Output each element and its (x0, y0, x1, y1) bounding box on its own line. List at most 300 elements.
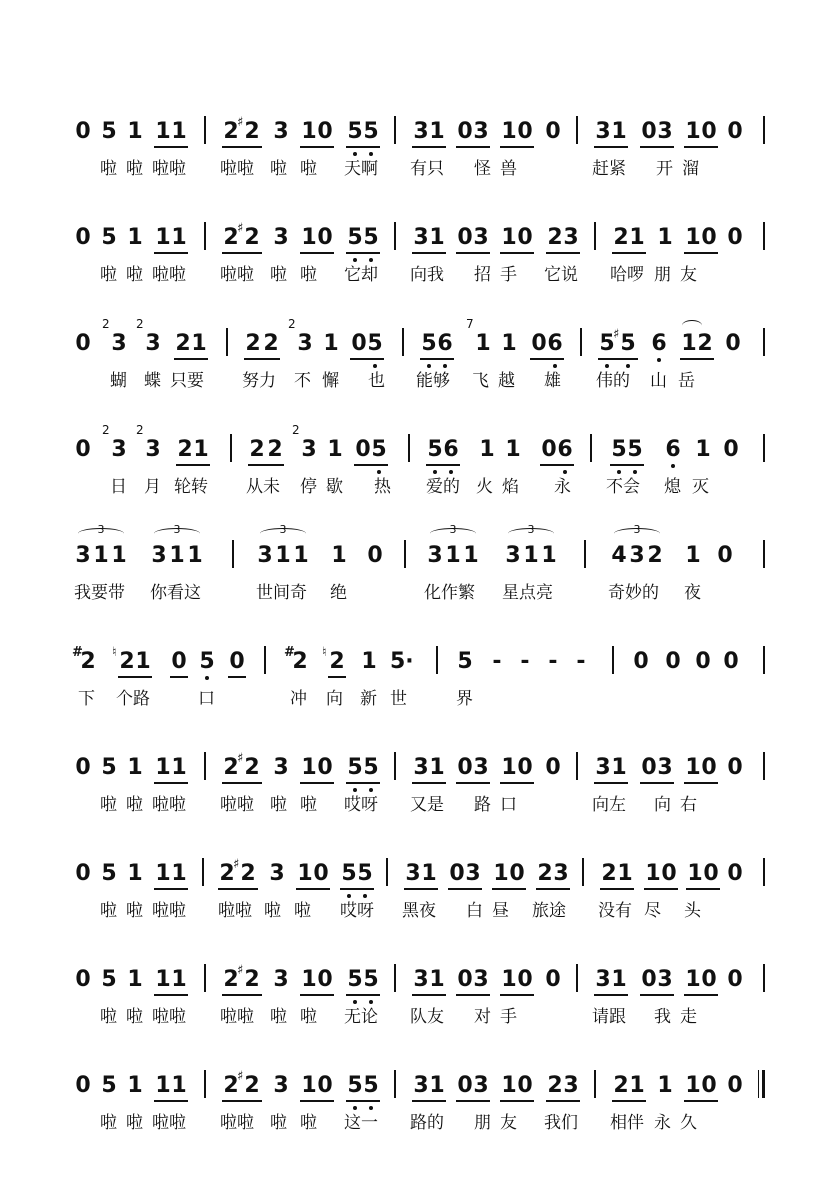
note: 5 (357, 861, 373, 886)
barline (594, 1070, 596, 1098)
note: 0 (367, 543, 383, 568)
note: 1 (429, 755, 445, 780)
lyric: 兽 (500, 159, 517, 179)
underline (154, 252, 188, 254)
lyric: 永 (654, 1113, 671, 1133)
lyric: 黑夜 (402, 901, 436, 921)
underline (346, 1100, 380, 1102)
underline (154, 994, 188, 996)
lyric: 冲 (290, 689, 307, 709)
note: 1 (429, 119, 445, 144)
notes-line (0, 858, 840, 894)
lyric: 啦啦 (152, 159, 186, 179)
underline (154, 1100, 188, 1102)
note: - (548, 649, 558, 674)
note: 1 (617, 861, 633, 886)
note: 3 (595, 119, 611, 144)
notes-line (0, 317, 840, 364)
note: 0 (531, 331, 547, 356)
note: 1 (327, 437, 343, 462)
underline (244, 358, 280, 360)
underline (300, 252, 334, 254)
lyric: 啦 (264, 901, 281, 921)
note: 2 (547, 1073, 563, 1098)
lyric: 哈啰 (610, 265, 644, 285)
lyric: 永 (554, 477, 571, 497)
underline (300, 994, 334, 996)
lyric: 啦 (270, 1007, 287, 1027)
underline (644, 888, 678, 890)
underline (456, 252, 490, 254)
note: 3 (297, 331, 313, 356)
lyric: 熄 (664, 477, 681, 497)
lyric: 请跟 (592, 1007, 626, 1027)
note: 0 (701, 967, 717, 992)
note: 3 (657, 755, 673, 780)
note: 1 (685, 967, 701, 992)
lyric: 啦 (100, 901, 117, 921)
underline (346, 782, 380, 784)
lyrics-line (0, 688, 840, 712)
barline (204, 1070, 206, 1098)
note: 0 (701, 755, 717, 780)
lyric: 对 (474, 1007, 491, 1027)
note: 3 (595, 755, 611, 780)
note: 0 (545, 119, 561, 144)
note: 1 (301, 225, 317, 250)
lyric: 哎呀 (344, 795, 378, 815)
barline (763, 646, 765, 674)
note: 5 (599, 331, 615, 356)
note: 1 (155, 1073, 171, 1098)
underline (680, 358, 714, 360)
note: - (576, 649, 586, 674)
note: 3 (273, 225, 289, 250)
underline (340, 888, 374, 890)
triplet-mark: 3 (633, 523, 641, 536)
lyrics-line (0, 264, 840, 288)
note: 0 (75, 225, 91, 250)
note: 0 (545, 967, 561, 992)
underline (456, 782, 490, 784)
barline (763, 116, 765, 144)
underline (346, 994, 380, 996)
note: 3 (273, 119, 289, 144)
note: 0 (313, 861, 329, 886)
low-dot (353, 1106, 357, 1110)
staff-row-1 (0, 116, 840, 206)
note: 2 (223, 225, 239, 250)
note: 0 (703, 861, 719, 886)
note: 1 (127, 861, 143, 886)
note: 2 (613, 225, 629, 250)
low-dot (369, 152, 373, 156)
staff-row-5 (0, 523, 840, 630)
sharp-icon: ♯ (237, 115, 244, 130)
note: 1 (611, 755, 627, 780)
grace-note: 2 (102, 317, 110, 331)
underline (500, 994, 534, 996)
underline (500, 146, 534, 148)
lyric: 啦啦 (220, 265, 254, 285)
underline (354, 464, 388, 466)
note: 1 (171, 225, 187, 250)
final-barline-thin (758, 1070, 759, 1098)
underline (686, 888, 720, 890)
lyric: 奇妙的 (608, 583, 659, 603)
note: 2 (647, 543, 663, 568)
note: 1 (429, 967, 445, 992)
lyric: 友 (680, 265, 697, 285)
barline (394, 116, 396, 144)
note: 5 (367, 331, 383, 356)
note: 1 (171, 861, 187, 886)
note: 2 (245, 331, 261, 356)
notes-line (0, 222, 840, 258)
staff-row-2 (0, 222, 840, 312)
note: 3 (427, 543, 443, 568)
lyric: 啦 (126, 159, 143, 179)
underline (328, 676, 346, 678)
lyric: 旅途 (532, 901, 566, 921)
low-dot (353, 1000, 357, 1004)
note: 0 (725, 331, 741, 356)
sharp-icon: # (72, 645, 83, 660)
note: 1 (93, 543, 109, 568)
lyric: 我们 (544, 1113, 578, 1133)
note: 0 (317, 755, 333, 780)
note: 3 (75, 543, 91, 568)
note: 1 (293, 543, 309, 568)
lyric: 啦 (126, 1007, 143, 1027)
note: 1 (645, 861, 661, 886)
lyric: 有只 (410, 159, 444, 179)
sharp-icon: ♯ (233, 857, 240, 872)
note: 0 (641, 755, 657, 780)
note: 2 (329, 649, 345, 674)
grace-note: 2 (136, 317, 144, 331)
lyric: 向左 (592, 795, 626, 815)
note: 1 (155, 967, 171, 992)
lyric: 啦 (100, 159, 117, 179)
note: 0 (541, 437, 557, 462)
note: 5 (371, 437, 387, 462)
underline (154, 782, 188, 784)
underline (412, 146, 446, 148)
low-dot (353, 788, 357, 792)
note: 1 (685, 1073, 701, 1098)
lyric: 我 (654, 1007, 671, 1027)
note: 0 (229, 649, 245, 674)
underline (300, 782, 334, 784)
lyric: 向 (654, 795, 671, 815)
note: 0 (517, 967, 533, 992)
barline (386, 858, 388, 886)
note: - (520, 649, 530, 674)
barline (594, 222, 596, 250)
underline (610, 464, 644, 466)
note: 3 (273, 1073, 289, 1098)
note: 3 (145, 331, 161, 356)
low-dot (671, 464, 675, 468)
barline (202, 858, 204, 886)
note: 5 (347, 967, 363, 992)
note: 0 (509, 861, 525, 886)
barline (394, 964, 396, 992)
note: 3 (413, 967, 429, 992)
note: 6 (547, 331, 563, 356)
note: 1 (611, 119, 627, 144)
lyric: 星点亮 (502, 583, 553, 603)
note: 1 (541, 543, 557, 568)
final-barline-thick (762, 1070, 765, 1098)
underline (426, 464, 460, 466)
lyric: 停 (300, 477, 317, 497)
note: 1 (501, 225, 517, 250)
lyric: 啦啦 (218, 901, 252, 921)
lyric: 相伴 (610, 1113, 644, 1133)
note: 1 (127, 225, 143, 250)
note: 0 (641, 967, 657, 992)
lyric: 歇 (326, 477, 343, 497)
note: 1 (275, 543, 291, 568)
note: 1 (685, 119, 701, 144)
underline (612, 252, 646, 254)
lyric: 啦啦 (220, 1007, 254, 1027)
notes-line (0, 646, 840, 682)
note: 1 (301, 755, 317, 780)
note: 0 (727, 225, 743, 250)
note: 5 (347, 119, 363, 144)
notes-line (0, 964, 840, 1000)
barline (204, 964, 206, 992)
note: 1 (505, 437, 521, 462)
note: 0 (449, 861, 465, 886)
barline (394, 1070, 396, 1098)
note: 2 (219, 861, 235, 886)
note: 1 (685, 225, 701, 250)
underline (176, 464, 210, 466)
underline (118, 676, 152, 678)
note: 2 (244, 967, 260, 992)
lyric: 岳 (678, 371, 695, 391)
lyric: 啦 (126, 265, 143, 285)
underline (530, 358, 564, 360)
barline (230, 434, 232, 462)
note: 0 (75, 861, 91, 886)
barline (584, 540, 586, 568)
lyric: 怪 (474, 159, 491, 179)
underline (412, 252, 446, 254)
lyric: 啦 (300, 265, 317, 285)
low-dot (205, 676, 209, 680)
note: 3 (145, 437, 161, 462)
underline (456, 146, 490, 148)
note: 5 (347, 1073, 363, 1098)
note: 5· (390, 649, 414, 674)
note: 0 (717, 543, 733, 568)
note: 5 (363, 967, 379, 992)
note: 0 (633, 649, 649, 674)
triplet-mark: 3 (173, 523, 181, 536)
note: 3 (563, 225, 579, 250)
barline (402, 328, 404, 356)
lyric: 新 (360, 689, 377, 709)
grace-note: 2 (102, 423, 110, 437)
note: 3 (273, 755, 289, 780)
lyric: 啦 (300, 1007, 317, 1027)
lyric: 啦 (300, 795, 317, 815)
low-dot (377, 470, 381, 474)
note: 1 (657, 1073, 673, 1098)
note: 1 (301, 1073, 317, 1098)
barline (763, 328, 765, 356)
lyric: 飞 (472, 371, 489, 391)
underline (640, 782, 674, 784)
barline (612, 646, 614, 674)
lyric: 队友 (410, 1007, 444, 1027)
note: 0 (723, 649, 739, 674)
lyrics-line (0, 476, 840, 500)
sharp-icon: ♯ (237, 963, 244, 978)
low-dot (443, 364, 447, 368)
note: 0 (727, 755, 743, 780)
lyric: 它说 (544, 265, 578, 285)
note: 2 (292, 649, 308, 674)
note: 2 (244, 1073, 260, 1098)
staff-row-9 (0, 964, 840, 1054)
low-dot (657, 358, 661, 362)
barline (264, 646, 266, 674)
lyric: 啦 (100, 1007, 117, 1027)
note: 1 (361, 649, 377, 674)
barline (763, 752, 765, 780)
grace-note: 7 (466, 317, 474, 331)
lyric: 啦 (270, 265, 287, 285)
lyric: 啦啦 (152, 1007, 186, 1027)
lyric: 向 (326, 689, 343, 709)
lyric: 啦 (294, 901, 311, 921)
note: 0 (641, 119, 657, 144)
lyrics-line (0, 582, 840, 606)
low-dot (363, 894, 367, 898)
lyric: 口 (500, 795, 517, 815)
note: 1 (687, 861, 703, 886)
low-dot (369, 1106, 373, 1110)
note: 6 (443, 437, 459, 462)
underline (222, 1100, 262, 1102)
note: 1 (127, 119, 143, 144)
barline (408, 434, 410, 462)
lyric: 走 (680, 1007, 697, 1027)
staff-row-8 (0, 858, 840, 948)
note: 5 (347, 755, 363, 780)
note: - (492, 649, 502, 674)
underline (228, 676, 246, 678)
note: 0 (317, 225, 333, 250)
lyric: 路 (474, 795, 491, 815)
underline (500, 1100, 534, 1102)
lyric: 手 (500, 265, 517, 285)
note: 0 (75, 967, 91, 992)
barline (763, 434, 765, 462)
note: 2 (613, 1073, 629, 1098)
note: 5 (101, 967, 117, 992)
note: 0 (727, 1073, 743, 1098)
lyric: 火 (476, 477, 493, 497)
note: 2 (223, 1073, 239, 1098)
lyric: 轮转 (174, 477, 208, 497)
note: 3 (257, 543, 273, 568)
note: 1 (493, 861, 509, 886)
underline (640, 994, 674, 996)
lyric: 灭 (692, 477, 709, 497)
underline (456, 994, 490, 996)
underline (594, 146, 628, 148)
note: 2 (80, 649, 96, 674)
lyric: 久 (680, 1113, 697, 1133)
lyric: 路的 (410, 1113, 444, 1133)
underline (346, 252, 380, 254)
note: 1 (155, 225, 171, 250)
lyric: 尽 (644, 901, 661, 921)
note: 5 (101, 119, 117, 144)
note: 5 (421, 331, 437, 356)
note: 1 (155, 755, 171, 780)
note: 1 (331, 543, 347, 568)
note: 0 (517, 225, 533, 250)
barline (232, 540, 234, 568)
note: 3 (473, 1073, 489, 1098)
note: 2 (249, 437, 265, 462)
underline (594, 994, 628, 996)
low-dot (617, 470, 621, 474)
note: 3 (553, 861, 569, 886)
note: 0 (457, 1073, 473, 1098)
lyric: 招 (474, 265, 491, 285)
lyric: 啦 (100, 795, 117, 815)
natural-icon: ♮ (322, 645, 327, 660)
lyric: 能够 (416, 371, 450, 391)
note: 3 (657, 967, 673, 992)
note: 0 (701, 1073, 717, 1098)
low-dot (427, 364, 431, 368)
lyric: 白 (466, 901, 483, 921)
note: 0 (75, 755, 91, 780)
staff-row-4 (0, 423, 840, 524)
underline (456, 1100, 490, 1102)
sharp-icon: ♯ (237, 1069, 244, 1084)
note: 2 (267, 437, 283, 462)
underline (174, 358, 208, 360)
lyric: 溜 (682, 159, 699, 179)
low-dot (369, 1000, 373, 1004)
note: 0 (457, 119, 473, 144)
lyric: 没有 (598, 901, 632, 921)
note: 1 (681, 331, 697, 356)
natural-icon: ♮ (112, 645, 117, 660)
lyric: 化作繁 (424, 583, 475, 603)
note: 2 (537, 861, 553, 886)
barline (576, 116, 578, 144)
underline (546, 1100, 580, 1102)
note: 1 (301, 967, 317, 992)
underline (536, 888, 570, 890)
note: 2 (697, 331, 713, 356)
triplet-mark: 3 (97, 523, 105, 536)
underline (500, 782, 534, 784)
underline (598, 358, 638, 360)
